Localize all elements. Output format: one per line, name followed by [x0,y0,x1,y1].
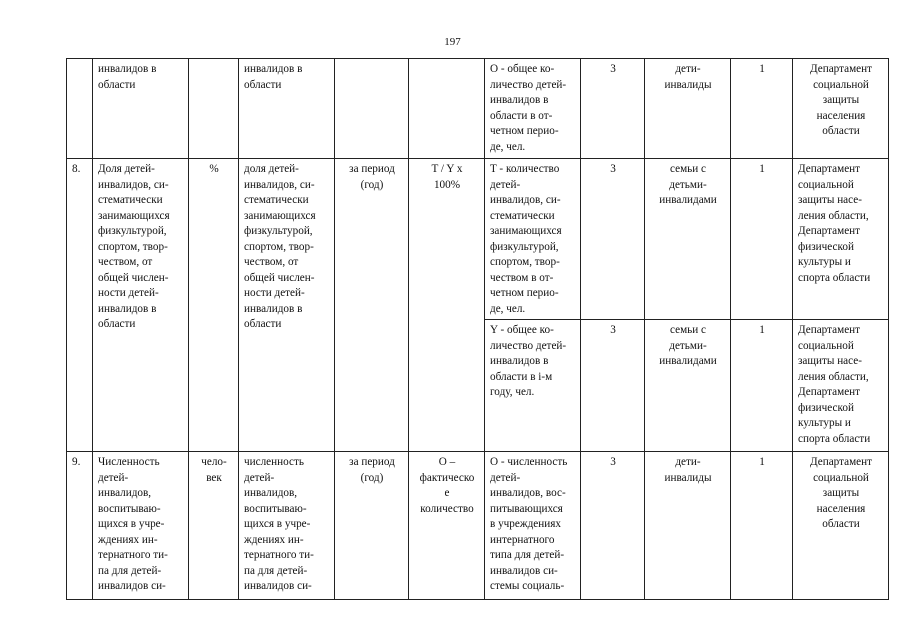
cell-period [335,59,409,159]
cell-code: 3 [581,159,645,320]
table-row-9 [67,452,889,600]
cell-formula: T / Y x 100% [409,159,485,452]
cell-group: семьи с детьми- инвалидами [645,320,731,452]
cell-formula: О – фактическо е количество [409,452,485,600]
cell-name: Численность детей- инвалидов, воспитываю- щихся в учре- ждениях ин- тернатного ти- па для детей- инвалидов си- [93,452,189,600]
cell-frequency: 1 [731,59,793,159]
cell-variable: Y - общее ко- личество детей- инвалидов в области в i-м году, чел. [485,320,581,452]
cell-group: дети- инвалиды [645,452,731,600]
cell-unit: % [189,159,239,452]
cell-code: 3 [581,59,645,159]
cell-code: 3 [581,320,645,452]
cell-num [67,59,93,159]
cell-num: 9. [67,452,93,600]
cell-variable: О - общее ко- личество детей- инвалидов в области в от- четном перио- де, чел. [485,59,581,159]
cell-department: Департамент социальной защиты насе- ления области, Департамент физической культуры и спорта области [793,159,889,320]
cell-name: Доля детей- инвалидов, си- стематически занимающихся физкультурой, спортом, твор- чеством, от общей числен- ности детей- инвалидов в области [93,159,189,452]
cell-group: семьи с детьми- инвалидами [645,159,731,320]
cell-unit [189,59,239,159]
cell-department: Департамент социальной защиты населения области [793,452,889,600]
cell-definition: доля детей- инвалидов, си- стематически занимающихся физкультурой, спортом, твор- чеством, от общей числен- ности детей- инвалидов в области [239,159,335,452]
cell-department: Департамент социальной защиты населения области [793,59,889,159]
cell-variable: О - численность детей- инвалидов, вос- питывающихся в учреждениях интернатного типа для детей- инвалидов си- стемы социаль- [485,452,581,600]
cell-formula [409,59,485,159]
page-number: 197 [444,36,461,48]
indicator-table [66,58,889,600]
table-row-8-a [67,159,889,320]
cell-group: дети- инвалиды [645,59,731,159]
cell-num: 8. [67,159,93,452]
cell-period: за период (год) [335,159,409,452]
cell-frequency: 1 [731,159,793,320]
table-row-continuation [67,59,889,159]
cell-code: 3 [581,452,645,600]
cell-unit: чело- век [189,452,239,600]
cell-frequency: 1 [731,320,793,452]
cell-variable: T - количество детей- инвалидов, си- стематически занимающихся физкультурой, спортом, твор- чеством в от- четном перио- де, чел. [485,159,581,320]
cell-definition: инвалидов в области [239,59,335,159]
cell-period: за период (год) [335,452,409,600]
cell-definition: численность детей- инвалидов, воспитываю- щихся в учре- ждениях ин- тернатного ти- па для детей- инвалидов си- [239,452,335,600]
cell-name: инвалидов в области [93,59,189,159]
cell-frequency: 1 [731,452,793,600]
cell-department: Департамент социальной защиты насе- ления области, Департамент физической культуры и спорта области [793,320,889,452]
